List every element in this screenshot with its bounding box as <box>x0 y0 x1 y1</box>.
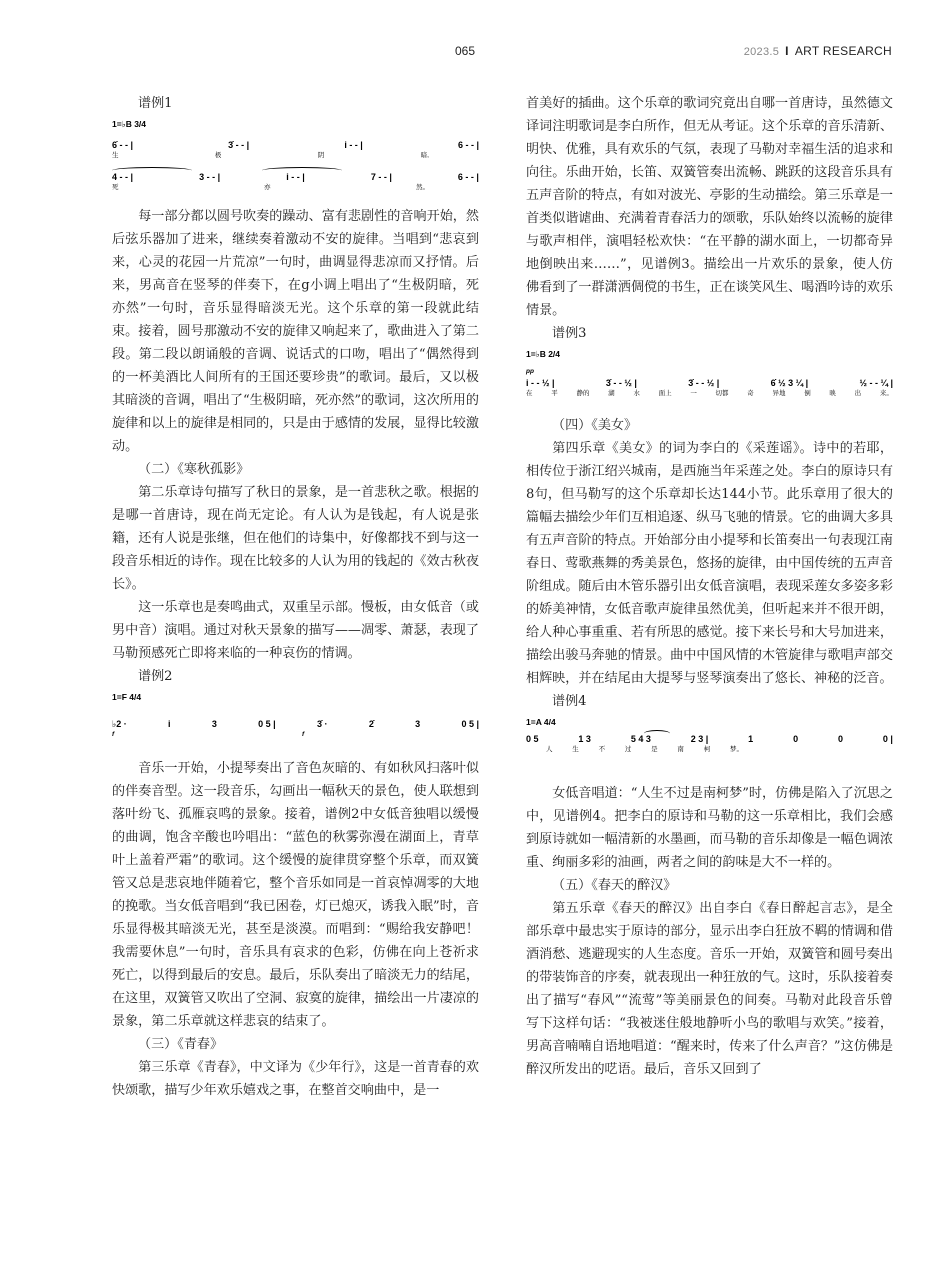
paragraph: 第四乐章《美女》的词为李白的《采莲谣》。诗中的若耶，相传位于浙江绍兴城南，是西施当年采莲之处。李白的原诗只有8句，但马勒写的这个乐章却长达144小节。此乐章用了很大的篇幅去描绘少年们互相追逐、纵马飞驰的情景。它的曲调大多具有五声音阶的特点。开始部分由小提琴和长笛奏出一句表现江南春日、莺歌燕舞的秀美景色，悠扬的旋律，由中国传统的五声音阶组成。随后由木管乐器引出女低音演唱，表现采莲女多姿多彩的娇美神情，女低音歌声旋律虽然优美，但听起来并不很开朗，给人种心事重重、若有所思的感觉。接下来长号和大号加进来，描绘出骏马奔驰的情景。曲中中国风情的木管旋律与歌唱声部交相辉映，并在结尾由大提琴与竖琴演奏出了悠长、神秘的泛音。 <box>526 441 893 686</box>
ex3-lyric: 静的 <box>576 390 590 397</box>
ex4-notes-row <box>526 733 893 745</box>
ex4-note: 0 <box>837 734 843 744</box>
paragraph: 第五乐章《春天的醉汉》出自李白《春日醉起言志》，是全部乐章中最忠实于原诗的部分，显示出李白狂放不羁的情调和借酒消愁、逃避现实的人生态度。音乐一开始，双簧管和圆号奏出的带装饰音的序奏，就表现出一种狂放的气。这时，乐队接着奏出了描写“春风”“流莺”等美丽景色的间奏。马勒对此段音乐曾写下这样句话：“我被迷住般地静听小鸟的歌唱与欢笑。”接着，男高音喃喃自语地唱道：“醒来时，传来了什么声音？”这仿佛是醉汉所发出的呓语。最后，音乐又回到了 <box>526 901 893 1077</box>
header-separator: I <box>785 44 789 58</box>
ex1-note: 4 - - | <box>112 172 134 182</box>
ex3-lyric: 面上 <box>658 390 672 397</box>
score-example-1 <box>112 115 479 205</box>
ex1-lyric: 亦 <box>264 184 271 191</box>
ex2-dynamic: f <box>112 731 115 738</box>
paragraph: 女低音唱道：“人生不过是南柯梦”时，仿佛是陷入了沉思之中，见谱例4。把李白的原诗和马勒的这一乐章相比，我们会感到原诗就如一幅清新的水墨画，而马勒的音乐却像是一幅色调浓重、绚丽多彩的油画，两者之间的韵味是大不一样的。 <box>526 786 893 870</box>
ex4-note: 1 <box>748 734 754 744</box>
ex2-dynamic: f <box>302 731 305 738</box>
ex2-note: 2̇ <box>368 719 374 729</box>
page-number: 065 <box>455 44 476 58</box>
ex1-lyrics-row-1 <box>112 151 479 161</box>
ex1-note: 6 - - | <box>457 140 479 150</box>
example-2-label: 谱例2 <box>138 669 173 684</box>
page-header <box>0 44 950 64</box>
ex1-slur <box>262 167 342 174</box>
ex1-lyrics-row-2 <box>112 183 479 193</box>
ex4-note: 0 | <box>882 734 893 744</box>
year-issue: 2023.5 <box>743 46 780 58</box>
ex4-lyric: 是 <box>651 746 658 753</box>
ex4-lyrics-row <box>526 745 893 755</box>
ex2-note: i <box>168 719 171 729</box>
example-4-label: 谱例4 <box>552 694 587 709</box>
ex3-lyric: 在 <box>526 390 533 397</box>
ex1-note: i - - | <box>344 140 363 150</box>
ex3-note: 3̇ - - ½ | <box>688 378 720 388</box>
ex1-note: 6 - - | <box>457 172 479 182</box>
ex4-note: 1 3 <box>578 734 591 744</box>
section-heading: （五）《春天的醉汉》 <box>552 878 677 893</box>
journal-title <box>744 44 892 58</box>
ex3-lyric: 来。 <box>879 390 893 397</box>
ex3-dynamic-mark: pp <box>526 368 534 375</box>
ex3-lyric: 湖 <box>608 390 615 397</box>
ex3-note: 3̇ - - ½ | <box>605 378 637 388</box>
ex4-note: 2 3 | <box>690 734 709 744</box>
example-1-label: 谱例1 <box>138 96 173 111</box>
journal-name: ART RESEARCH <box>794 44 892 58</box>
ex1-lyric: 生 <box>112 152 119 159</box>
paragraph: 这一乐章也是奏鸣曲式，双重呈示部。慢板，由女低音（或男中音）演唱。通过对秋天景象的描写——凋零、萧瑟，表现了马勒预感死亡即将来临的一种哀伤的情调。 <box>112 600 479 661</box>
right-column <box>526 92 893 1081</box>
ex4-note: 0 <box>793 734 799 744</box>
ex2-note: 3 <box>415 719 421 729</box>
ex4-slur <box>644 730 670 737</box>
section-heading: （三）《青春》 <box>138 1037 224 1052</box>
left-column <box>112 92 479 1102</box>
ex4-lyric: 柯 <box>703 746 711 753</box>
example-3-label: 谱例3 <box>552 326 587 341</box>
ex4-lyric: 过 <box>624 746 632 753</box>
section-heading: （二）《寒秋孤影》 <box>138 462 250 477</box>
paragraph: 音乐一开始，小提琴奏出了音色灰暗的、有如秋风扫落叶似的伴奏音型。这一段音乐，勾画出一幅秋天的景色，使人联想到落叶纷飞、孤雁哀鸣的景象。接着，谱例2中女低音独唱以缓慢的曲调，饱含辛酸也吟唱出：“蓝色的秋雾弥漫在湖面上，青草叶上盖着严霜”的歌词。这个缓慢的旋律贯穿整个乐章，而双簧管又总是悲哀地伴随着它，整个音乐如同是一首哀悼凋零的大地的挽歌。当女低音唱到“我已困卷，灯已熄灭，诱我入眠”时，音乐显得极其暗淡无光，甚至是淡漠。而唱到：“赐给我安静吧！我需要休息”一句时，音乐具有哀求的色彩，仿佛在向上苍祈求死亡，以得到最后的安息。最后，乐队奏出了暗淡无力的结尾，在这里，双簧管又吹出了空洞、寂寞的旋律，描绘出一片凄凉的景象，第二乐章就这样悲哀的结束了。 <box>112 761 479 1029</box>
ex3-lyric: 平 <box>551 390 558 397</box>
ex1-notes-row-1 <box>112 139 479 151</box>
section-heading: （四）《美女》 <box>552 418 638 433</box>
score-example-4 <box>526 713 893 782</box>
ex3-lyrics-row <box>526 389 893 399</box>
ex1-lyric: 死 <box>112 184 119 191</box>
ex4-lyric: 生 <box>572 746 579 753</box>
ex3-key-signature: 1=♭B 2/4 <box>526 349 561 359</box>
ex1-note: 7 - - | <box>370 172 392 182</box>
ex3-lyric: 异地 <box>772 390 786 397</box>
ex3-lyric: 切都 <box>715 390 729 397</box>
ex3-notes-row <box>526 377 893 389</box>
ex1-lyric: 阴 <box>317 152 325 159</box>
ex3-lyric: 水 <box>633 390 640 397</box>
ex2-note: 0 5 | <box>258 719 276 729</box>
ex2-note: ♭2 · <box>112 719 127 729</box>
ex3-lyric: 奇 <box>747 390 754 397</box>
ex1-note: 3 - - | <box>199 172 221 182</box>
ex1-lyric: 极 <box>214 152 222 159</box>
score-example-3 <box>526 345 893 414</box>
ex4-note: 0 5 <box>526 734 539 744</box>
ex2-notes-row <box>112 718 479 730</box>
ex1-slur <box>112 167 192 174</box>
ex4-lyric: 人 <box>546 746 553 753</box>
ex4-lyric: 不 <box>598 746 606 753</box>
ex1-note: 3̇ - - | <box>228 140 250 150</box>
paragraph: 第三乐章《青春》，中文译为《少年行》，这是一首青春的欢快颂歌，描写少年欢乐嬉戏之事，在整首交响曲中，是一 <box>112 1060 479 1098</box>
ex4-key-signature: 1=A 4/4 <box>526 717 556 727</box>
ex3-lyric: 一 <box>690 390 697 397</box>
ex1-lyric: 暗, <box>420 152 429 159</box>
ex2-note: 0 5 | <box>461 719 479 729</box>
ex2-key-signature: 1=F 4/4 <box>112 692 142 702</box>
ex3-note: ½ - - ¼ | <box>859 378 893 388</box>
paragraph: 首美好的插曲。这个乐章的歌词究竟出自哪一首唐诗，虽然德文译词注明歌词是李白所作，但无从考证。这个乐章的音乐清新、明快、优雅，具有欢乐的气氛，表现了马勒对幸福生活的追求和向往。乐曲开始，长笛、双簧管奏出流畅、跳跃的这段音乐具有五声音阶的特点，有如对波光、亭影的生动描绘。第三乐章是一首类似谐谑曲、充满着青春活力的颂歌，乐队始终以流畅的旋律与歌声相伴，演唱轻松欢快：“在平静的湖水面上，一切都奇异地倒映出来……”，见谱例3。描绘出一片欢乐的景象，使人仿佛看到了一群潇洒倜傥的书生，正在谈笑风生、喝酒吟诗的欢乐情景。 <box>526 96 893 318</box>
ex4-lyric: 梦。 <box>729 746 743 753</box>
ex3-note: i - - ½ | <box>526 378 555 388</box>
ex3-lyric: 映 <box>829 390 836 397</box>
score-example-2 <box>112 688 479 757</box>
ex4-note: 5 4 3 <box>630 734 651 744</box>
ex2-note: 3 <box>211 719 217 729</box>
paragraph: 每一部分都以圆号吹奏的躁动、富有悲剧性的音响开始，然后弦乐器加了进来，继续奏着激动不安的旋律。当唱到“悲哀到来，心灵的花园一片荒凉”一句时，曲调显得悲凉而又抒情。后来，男高音在竖琴的伴奏下，在g小调上唱出了“生极阴暗，死亦然”一句时，音乐显得暗淡无光。这个乐章的第一段就此结束。接着，圆号那激动不安的旋律又响起来了，歌曲进入了第二段。第二段以朗诵般的音调、说话式的口吻，唱出了“偶然得到的一杯美酒比人间所有的王国还要珍贵”的歌词。最后，又以极其暗淡的音调，唱出了“生极阴暗，死亦然”的歌词，这次所用的旋律和以上的旋律是相同的，只是由于感情的发展，显得比较激动。 <box>112 209 479 454</box>
paragraph: 第二乐章诗句描写了秋日的景象，是一首悲秋之歌。根据的是哪一首唐诗，现在尚无定论。有人认为是钱起，有人说是张籍，还有人说是张继，但在他们的诗集中，好像都找不到与这一段音乐相近的诗作。现在比较多的人认为用的钱起的《效古秋夜长》。 <box>112 485 479 592</box>
ex1-note: 6̇ - - | <box>112 140 134 150</box>
ex1-key-signature: 1=♭B 3/4 <box>112 119 147 129</box>
ex3-lyric: 出 <box>854 390 862 397</box>
ex1-note: i - - | <box>286 172 305 182</box>
ex3-lyric: 倒 <box>804 390 811 397</box>
ex2-note: 3̇ · <box>317 719 328 729</box>
ex4-lyric: 南 <box>677 746 684 753</box>
ex3-note: 6̇ ½ 3 ¼ | <box>770 378 809 388</box>
ex1-lyric: 然。 <box>416 184 429 191</box>
ex2-dynamics-row <box>112 730 479 740</box>
ex3-dynamic <box>526 367 893 377</box>
